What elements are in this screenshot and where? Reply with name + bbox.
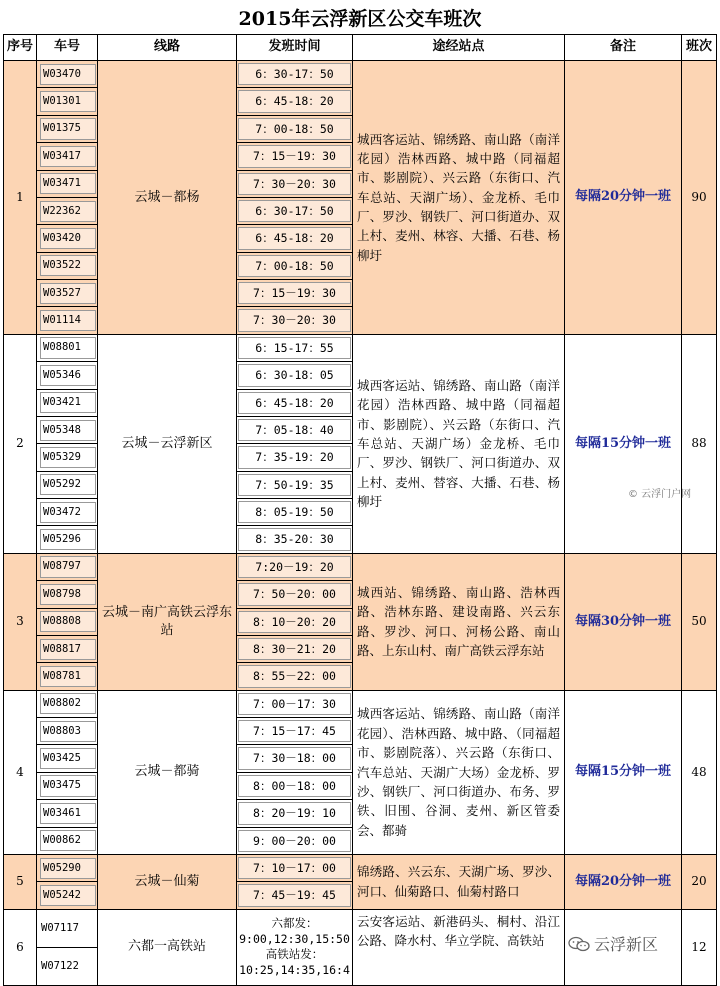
bus-number: W08797: [40, 556, 96, 577]
departure-time: 7：30－18：00: [238, 747, 351, 769]
bus-number-cell: [37, 663, 98, 690]
departure-time: 8：35-20：30: [238, 528, 351, 550]
departure-time-cell: [237, 115, 353, 142]
departure-time-cell: [237, 800, 353, 827]
route-name: 云城－都骑: [98, 690, 237, 854]
header-stations: 途经站点: [353, 35, 565, 61]
stations-list: 城西客运站、锦绣路、南山路（南洋花园）、浩林西路、城中路、（同福超市、影剧院落）、兴云路（东街口、汽车总站、天湖广大场）金龙桥、罗沙、钢铁厂、河口街道办、布务、罗铁、旧围、谷洞、麦州、新区管委会、都骑: [353, 690, 565, 854]
departure-time-cell: [237, 772, 353, 799]
channel-watermark: [568, 932, 658, 955]
departure-time: 8：00－18：00: [238, 775, 351, 797]
bus-number: W05329: [40, 447, 96, 468]
bus-number-cell: [37, 197, 98, 224]
departure-time: 6：15-17：55: [238, 337, 351, 359]
departure-time: 7：15－19：30: [238, 145, 351, 167]
bus-number-cell: [37, 800, 98, 827]
bus-number: W05296: [40, 529, 96, 550]
route-name: 六都一高铁站: [98, 909, 237, 985]
bus-number-cell: [37, 608, 98, 635]
table-row: [4, 690, 717, 717]
departure-time: 7：50－20：00: [238, 583, 351, 605]
departure-time: 7：50-19：35: [238, 474, 351, 496]
schedule-line: 9:00,12:30,15:50: [239, 931, 350, 946]
table-row: [4, 553, 717, 580]
departure-time: 6：30-18：05: [238, 364, 351, 386]
departure-time-cell: [237, 827, 353, 854]
frequency-note: 每隔15分钟一班: [565, 334, 682, 553]
bus-number: W05242: [40, 885, 96, 906]
departure-time: 7:20－19：20: [238, 556, 351, 578]
row-index: 2: [4, 334, 37, 553]
bus-number-cell: [37, 745, 98, 772]
bus-schedule-table: [3, 34, 717, 986]
bus-number-cell: [37, 61, 98, 88]
bus-number-cell: [37, 635, 98, 662]
portal-watermark: © 云浮门户网: [628, 489, 692, 500]
departure-time-cell: [237, 471, 353, 498]
departure-time-cell: [237, 88, 353, 115]
departure-time: 7：35-19：20: [238, 446, 351, 468]
departure-time: 6：30-17：50: [238, 63, 351, 85]
bus-number: W03425: [40, 748, 96, 769]
departure-time: 7：00-18：50: [238, 118, 351, 140]
route-name: 云城－云浮新区: [98, 334, 237, 553]
stations-list: 城西站、锦绣路、南山路、浩林西路、浩林东路、建设南路、兴云东路、罗沙、河口、河杨公路、南山路、上东山村、南广高铁云浮东站: [353, 553, 565, 690]
bus-number: W03470: [40, 64, 96, 85]
departure-time: 7：45－19：45: [238, 884, 351, 906]
trip-count: 90: [682, 61, 717, 335]
bus-number: W01375: [40, 118, 96, 139]
bus-number-cell: [37, 389, 98, 416]
stations-list: 云安客运站、新港码头、桐村、沿江公路、降水村、华立学院、高铁站: [353, 909, 565, 985]
bus-number-cell: [37, 553, 98, 580]
departure-time-cell: [237, 170, 353, 197]
header-index: 序号: [4, 35, 37, 61]
route-name: 云城－都杨: [98, 61, 237, 335]
route-name: 云城－仙菊: [98, 854, 237, 909]
bus-number: W05346: [40, 365, 96, 386]
bus-number-cell: [37, 307, 98, 334]
departure-time-cell: [237, 635, 353, 662]
header-bus: 车号: [37, 35, 98, 61]
bus-number: W05348: [40, 420, 96, 441]
departure-time-cell: [237, 690, 353, 717]
bus-number-cell: [37, 88, 98, 115]
bus-number-cell: [37, 225, 98, 252]
departure-time: 6：45-18：20: [238, 90, 351, 112]
departure-time: 6：45-18：20: [238, 227, 351, 249]
header-route: 线路: [98, 35, 237, 61]
bus-number-cell: [37, 334, 98, 361]
bus-number: W08801: [40, 337, 96, 358]
header-time: 发班时间: [237, 35, 353, 61]
departure-time-cell: [237, 608, 353, 635]
departure-time: 9：00－20：00: [238, 830, 351, 852]
departure-time: 8：20－19：10: [238, 802, 351, 824]
bus-number: W08817: [40, 639, 96, 660]
stations-list: 城西客运站、锦绣路、南山路（南洋花园）浩林西路、城中路（同福超市、影剧院）、兴云路（东街口、汽车总站、天湖广场）、金龙桥、毛巾厂、罗沙、钢铁厂、河口街道办、双上村、麦州、林容、大播、石巷、杨柳圩: [353, 61, 565, 335]
bus-number: W01301: [40, 91, 96, 112]
frequency-note: 每隔20分钟一班: [565, 854, 682, 909]
departure-time-cell: [237, 225, 353, 252]
departure-time-cell: [237, 143, 353, 170]
bus-number: W08808: [40, 611, 96, 632]
departure-time-cell: [237, 854, 353, 881]
table-row: [4, 61, 717, 88]
trip-count: 20: [682, 854, 717, 909]
stations-list: 城西客运站、锦绣路、南山路（南洋花园）浩林西路、城中路（同福超市、影剧院）、兴云路（东街口、汽车总站、天湖广场）金龙桥、毛巾厂、罗沙、钢铁厂、河口街道办、双上村、麦州、替容、大播、石巷、杨柳圩: [353, 334, 565, 553]
bus-number-cell: [37, 909, 98, 947]
departure-time-cell: [237, 389, 353, 416]
bus-number: W03461: [40, 803, 96, 824]
bus-number: W03421: [40, 392, 96, 413]
departure-time-cell: [237, 526, 353, 553]
departure-time-cell: [237, 307, 353, 334]
bus-number-cell: [37, 115, 98, 142]
departure-time: 8：10－20：20: [238, 611, 351, 633]
header-row: [4, 35, 717, 61]
schedule-line: 10:25,14:35,16:4: [239, 962, 350, 977]
trip-count: 50: [682, 553, 717, 690]
departure-time: 7：15－19：30: [238, 282, 351, 304]
departure-time: 7：00－17：30: [238, 693, 351, 715]
row-index: 4: [4, 690, 37, 854]
bus-number: W05292: [40, 474, 96, 495]
bus-number-cell: [37, 690, 98, 717]
departure-time: 8：55－22：00: [238, 665, 351, 687]
row-index: 5: [4, 854, 37, 909]
departure-time-cell: [237, 416, 353, 443]
bus-number-cell: [37, 882, 98, 909]
departure-time: 7：30－20：30: [238, 309, 351, 331]
schedule-line: 六都发：: [271, 916, 318, 931]
header-count: 班次: [682, 35, 717, 61]
departure-time-cell: [237, 197, 353, 224]
bus-number: W03475: [40, 775, 96, 796]
departure-time-cell: [237, 61, 353, 88]
bus-number: W08798: [40, 584, 96, 605]
frequency-note: 每隔15分钟一班: [565, 690, 682, 854]
bus-number-cell: [37, 444, 98, 471]
departure-time-cell: [237, 499, 353, 526]
channel-watermark-text: 云浮新区: [594, 935, 659, 954]
bus-number-cell: [37, 718, 98, 745]
bus-number-cell: [37, 252, 98, 279]
departure-time: 7：10－17：00: [238, 857, 351, 879]
departure-time-cell: [237, 663, 353, 690]
departure-time: 6：30-17：50: [238, 200, 351, 222]
departure-time-cell: [237, 334, 353, 361]
departure-time-cell: [237, 553, 353, 580]
frequency-note: 每隔20分钟一班: [565, 61, 682, 335]
bus-number-cell: [37, 526, 98, 553]
bus-number: W03420: [40, 228, 96, 249]
bus-number: W03522: [40, 255, 96, 276]
bus-number-cell: [37, 471, 98, 498]
bus-number: W03417: [40, 146, 96, 167]
bus-number: W03471: [40, 173, 96, 194]
row-index: 3: [4, 553, 37, 690]
bus-number: W22362: [40, 201, 96, 222]
bus-number: W08803: [40, 721, 96, 742]
departure-time: 7：00-18：50: [238, 255, 351, 277]
bus-number-cell: [37, 143, 98, 170]
row-index: 1: [4, 61, 37, 335]
route-name: 云城－南广高铁云浮东站: [98, 553, 237, 690]
departure-time-cell: [237, 718, 353, 745]
bus-number: W08781: [40, 666, 96, 687]
bus-number: W05290: [40, 858, 96, 879]
trip-count: 12: [682, 909, 717, 985]
bus-number-cell: [37, 170, 98, 197]
departure-time: 7：30－20：30: [238, 173, 351, 195]
bus-number: W07117: [41, 921, 79, 934]
bus-number-cell: [37, 362, 98, 389]
stations-list: 锦绣路、兴云东、天湖广场、罗沙、河口、仙菊路口、仙菊村路口: [353, 854, 565, 909]
bus-number: W01114: [40, 310, 96, 331]
departure-time-cell: [237, 252, 353, 279]
bus-number-cell: [37, 854, 98, 881]
departure-time: 6：45-18：20: [238, 392, 351, 414]
trip-count: 48: [682, 690, 717, 854]
table-row: [4, 854, 717, 881]
bus-number-cell: [37, 499, 98, 526]
departure-time: 8：30－21：20: [238, 638, 351, 660]
page-title: 2015年云浮新区公交车班次: [238, 8, 482, 30]
bus-number-cell: [37, 947, 98, 985]
trip-count: 88: [682, 334, 717, 553]
departure-time: 8：05-19：50: [238, 501, 351, 523]
departure-time: 7：15－17：45: [238, 720, 351, 742]
departure-time-cell: [237, 882, 353, 909]
departure-time-cell: [237, 280, 353, 307]
bus-number-cell: [37, 416, 98, 443]
frequency-note: 每隔30分钟一班: [565, 553, 682, 690]
bus-number-cell: [37, 280, 98, 307]
table-row: [4, 334, 717, 361]
departure-time-cell: [237, 362, 353, 389]
departure-time-cell: [237, 581, 353, 608]
bus-number-cell: [37, 772, 98, 799]
wechat-icon: [568, 936, 590, 952]
row-index: 6: [4, 909, 37, 985]
departure-time-cell: [237, 444, 353, 471]
bus-number-cell: [37, 827, 98, 854]
bus-number: W07122: [41, 959, 79, 972]
bus-number: W03527: [40, 283, 96, 304]
bus-number: W03472: [40, 502, 96, 523]
schedule-line: 高铁站发：: [265, 947, 324, 962]
header-note: 备注: [565, 35, 682, 61]
bus-number-cell: [37, 581, 98, 608]
departure-time-cell: [237, 745, 353, 772]
departure-schedule: [237, 909, 353, 985]
departure-time: 7：05-18：40: [238, 419, 351, 441]
bus-number: W08802: [40, 693, 96, 714]
bus-number: W00862: [40, 830, 96, 851]
